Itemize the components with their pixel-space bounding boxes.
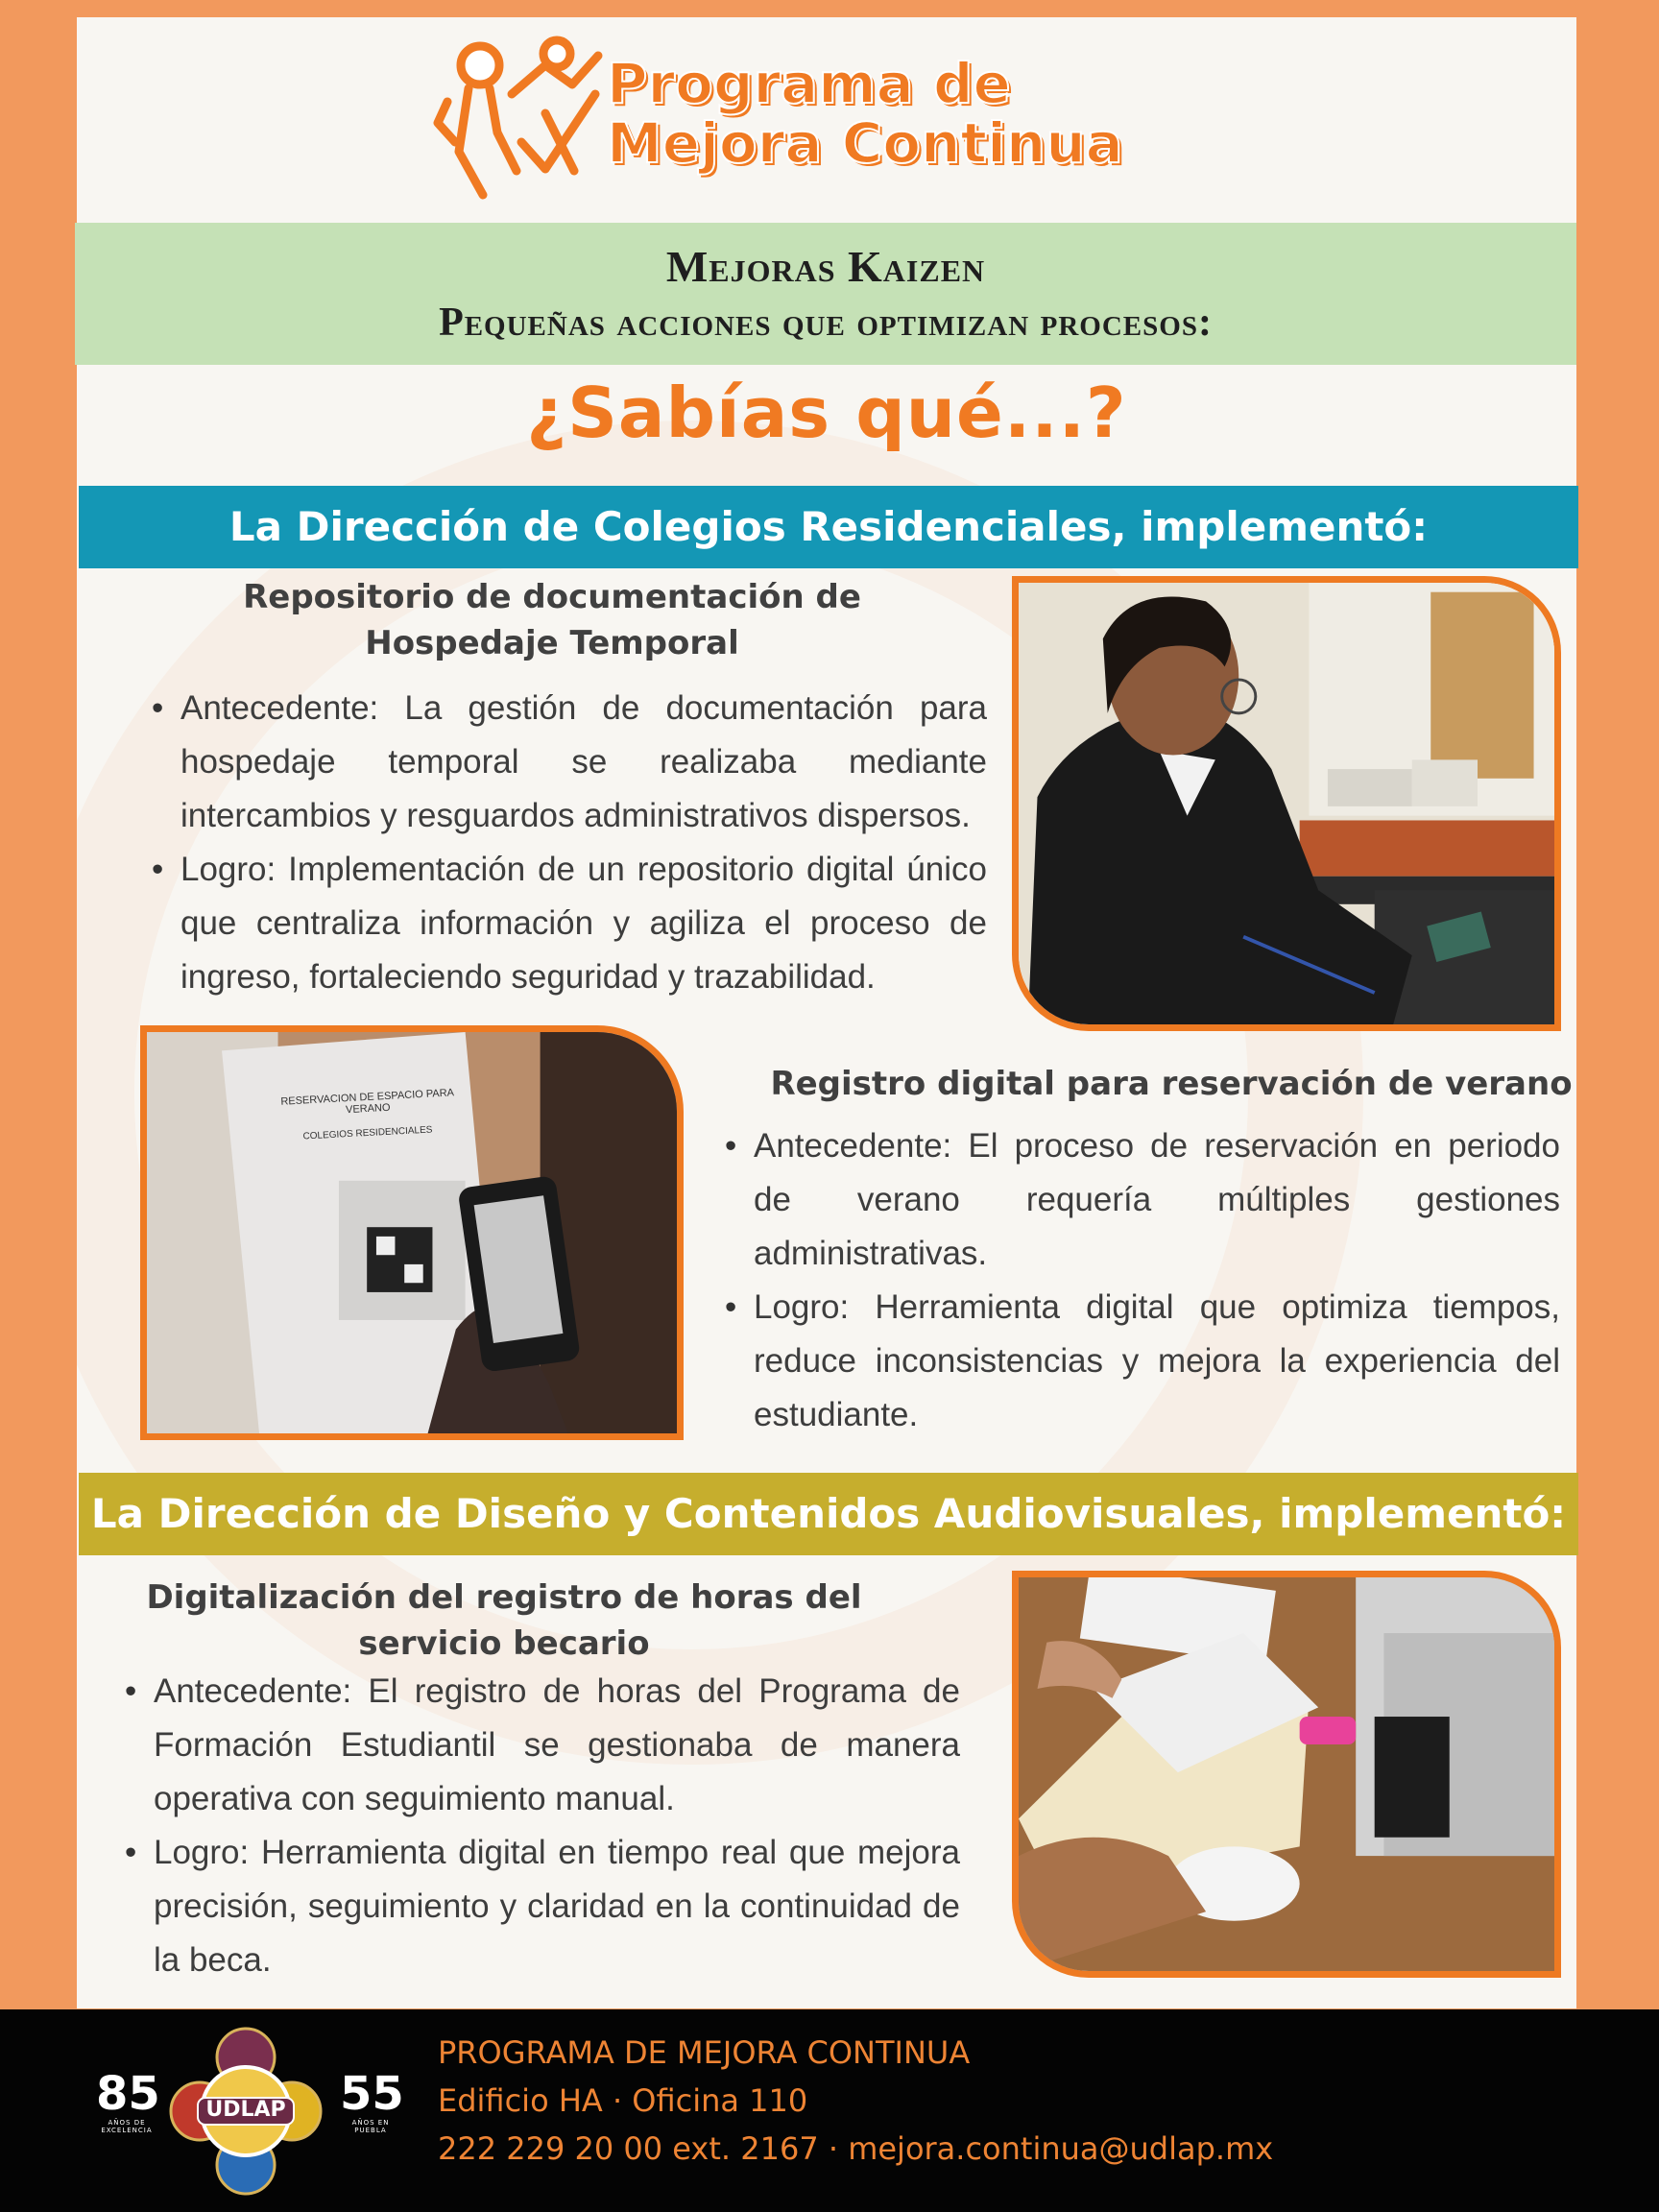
question-heading: ¿Sabías qué...?	[526, 373, 1127, 453]
bullet-logro: • Logro: Herramienta digital que optimiza tiempos, reduce inconsistencias y mejora la experiencia del estudiante.	[725, 1281, 1560, 1442]
photo-woman-at-desk	[1012, 576, 1561, 1031]
kaizen-banner	[75, 223, 1576, 365]
contact-office: Edificio HA · Oficina 110	[438, 2082, 808, 2119]
item-bullets-registro-verano	[725, 1119, 1560, 1442]
bullet-logro: • Logro: Implementación de un repositorio digital único que centraliza información y agiliza el proceso de ingreso, fortaleciendo seguridad y trazabilidad.	[152, 843, 987, 1004]
years-puebla-number: 55	[340, 2067, 404, 2121]
contact-block	[438, 2029, 1273, 2173]
years-puebla-label: AÑOS EN PUEBLA	[351, 2119, 390, 2134]
photo-keyboard-mouse	[1012, 1571, 1561, 1978]
bullet-antecedente: • Antecedente: La gestión de documentación para hospedaje temporal se realizaba mediante intercambios y resguardos administrativos dispersos.	[152, 682, 987, 843]
photo-qr-reservation	[140, 1025, 684, 1440]
kaizen-subtitle: Pequeñas acciones que optimizan procesos:	[439, 301, 1213, 345]
item-title-registro-verano: Registro digital para reservación de verano	[770, 1065, 1573, 1103]
section-banner-diseno: La Dirección de Diseño y Contenidos Audiovisuales, implementó:	[79, 1473, 1578, 1555]
photo-sign-line-2: COLEGIOS RESIDENCIALES	[302, 1124, 433, 1142]
years-excellence-label: AÑOS DE EXCELENCIA	[101, 2119, 153, 2134]
item-bullets-digitalizacion	[125, 1665, 960, 1987]
contact-phone-email[interactable]: 222 229 20 00 ext. 2167 · mejora.continua@udlap.mx	[438, 2130, 1274, 2167]
bullet-antecedente: • Antecedente: El registro de horas del Programa de Formación Estudiantil se gestionaba de manera operativa con seguimiento manual.	[125, 1665, 960, 1826]
logo-line-1: Programa de	[607, 51, 1011, 116]
item-title-repositorio: Repositorio de documentación de Hospedaje Temporal	[243, 578, 861, 662]
bullet-logro: • Logro: Herramienta digital en tiempo real que mejora precisión, seguimiento y claridad en la continuidad de la beca.	[125, 1826, 960, 1987]
section-banner-colegios: La Dirección de Colegios Residenciales, implementó:	[79, 486, 1578, 568]
udlap-seal-text: UDLAP	[205, 2098, 286, 2122]
photo-sign-line-1: RESERVACION DE ESPACIO PARA VERANO	[280, 1087, 455, 1117]
item-bullets-repositorio	[152, 682, 987, 1004]
contact-program-name: PROGRAMA DE MEJORA CONTINUA	[438, 2034, 971, 2071]
logo-wordmark	[607, 51, 1123, 176]
years-excellence-number: 85	[96, 2067, 160, 2121]
bullet-antecedente: • Antecedente: El proceso de reservación en periodo de verano requería múltiples gestiones administrativas.	[725, 1119, 1560, 1281]
logo-line-2: Mejora Continua	[607, 110, 1123, 176]
kaizen-title: Mejoras Kaizen	[665, 242, 986, 291]
item-title-digitalizacion: Digitalización del registro de horas del servicio becario	[146, 1578, 862, 1663]
